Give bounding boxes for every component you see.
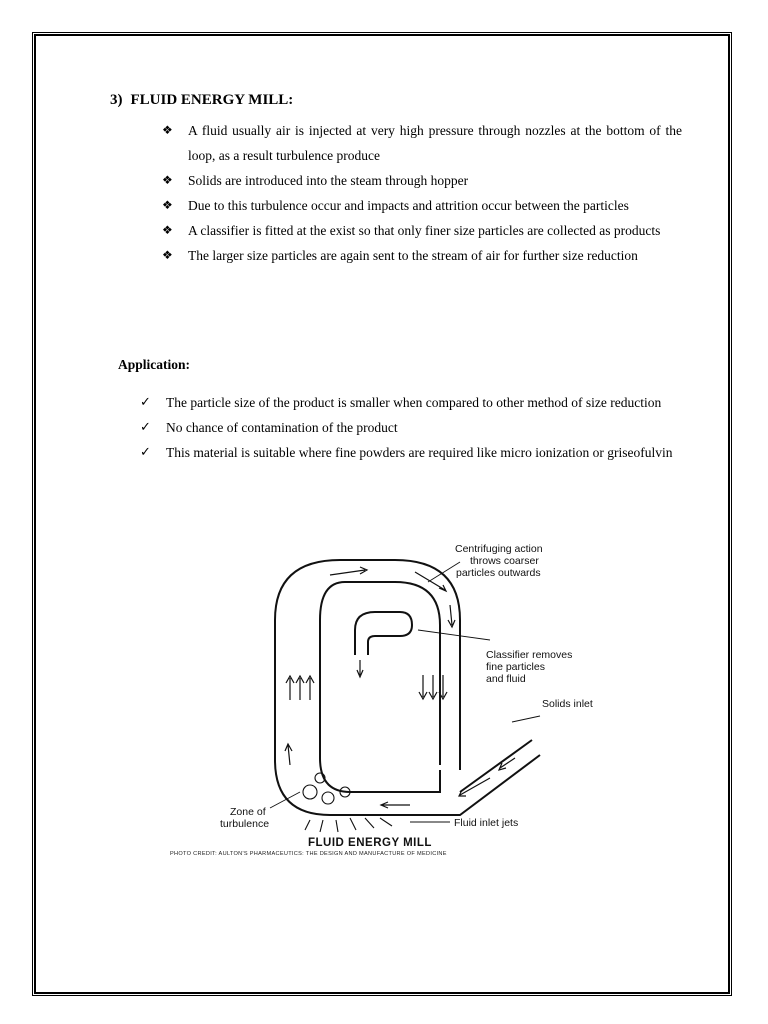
label-classifier-1: Classifier removes	[486, 649, 573, 661]
classifier-outlet	[355, 612, 412, 655]
label-zone-1: Zone of	[230, 806, 266, 818]
list-item	[162, 193, 682, 218]
label-classifier-3: and fluid	[486, 673, 526, 685]
label-zone-2: turbulence	[220, 818, 270, 830]
bullet-text: Solids are introduced into the steam through hopper	[188, 173, 469, 188]
photo-credit: PHOTO CREDIT: AULTON'S PHARMACEUTICS: THE DESIGN AND MANUFACTURE OF MEDICINE	[170, 851, 447, 857]
inlet-pipe-lower	[365, 755, 540, 815]
figure-caption: FLUID ENERGY MILL	[308, 837, 432, 849]
bullet-text: Due to this turbulence occur and impacts and attrition occur between the particles	[188, 198, 629, 213]
label-centrifuging-2: throws coarser	[470, 555, 539, 567]
list-item	[140, 390, 682, 415]
fluid-energy-mill-diagram	[160, 530, 640, 860]
label-centrifuging-3: particles outwards	[456, 567, 541, 579]
list-item	[140, 415, 682, 440]
application-heading: Application:	[118, 357, 191, 372]
bullet-text: A classifier is fitted at the exist so that only finer size particles are collected as products	[188, 223, 661, 238]
label-fluid-jets: Fluid inlet jets	[454, 817, 519, 829]
diamond-bullet-icon: ❖	[162, 198, 173, 212]
section-number: 3)	[110, 92, 123, 108]
bullet-text: The larger size particles are again sent to the stream of air for further size reduction	[188, 248, 638, 263]
diamond-bullet-icon: ❖	[162, 223, 173, 237]
application-text: No chance of contamination of the product	[166, 420, 398, 435]
section-heading	[110, 92, 293, 109]
list-item	[140, 440, 682, 465]
label-classifier-2: fine particles	[486, 661, 545, 673]
inlet-pipe-upper	[365, 740, 532, 792]
checkmark-icon: ✓	[140, 420, 151, 435]
label-centrifuging-1: Centrifuging action	[455, 543, 543, 555]
mill-inner-loop	[320, 582, 440, 792]
bullet-text: A fluid usually air is injected at very high pressure through nozzles at the bottom of the loop, as a result turbulence produce	[188, 123, 682, 163]
list-item	[162, 218, 682, 243]
list-item	[162, 168, 682, 193]
section-title: FLUID ENERGY MILL:	[130, 92, 294, 108]
application-text: The particle size of the product is smaller when compared to other method of size reduction	[166, 395, 662, 410]
label-solids-inlet: Solids inlet	[542, 698, 593, 710]
checkmark-icon: ✓	[140, 395, 151, 410]
diamond-bullet-icon: ❖	[162, 123, 173, 137]
diamond-bullet-icon: ❖	[162, 173, 173, 187]
diamond-bullet-icon: ❖	[162, 248, 173, 262]
list-item	[162, 118, 682, 168]
checkmark-icon: ✓	[140, 445, 151, 460]
process-bullet-list	[162, 118, 682, 268]
mill-illustration	[160, 530, 640, 860]
application-text: This material is suitable where fine powders are required like micro ionization or griseofulvin	[166, 445, 673, 460]
application-list	[140, 390, 682, 465]
list-item	[162, 243, 682, 268]
